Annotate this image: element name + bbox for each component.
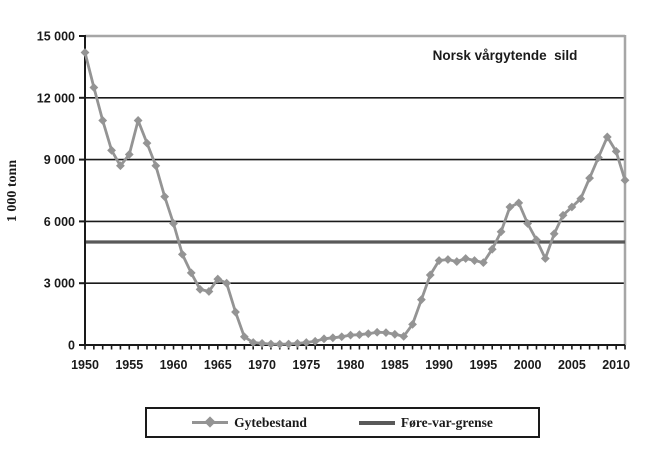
data-point-marker: [258, 339, 267, 348]
y-axis-title: 1 000 tonn: [5, 159, 20, 223]
data-point-marker: [506, 203, 515, 212]
data-point-marker: [89, 83, 98, 92]
data-point-marker: [267, 340, 276, 349]
x-tick-label: 1970: [248, 358, 276, 372]
series-line-diamond-icon: [192, 421, 228, 424]
data-point-marker: [337, 332, 346, 341]
x-tick-label: 1950: [71, 358, 99, 372]
data-point-marker: [585, 174, 594, 183]
data-point-marker: [81, 48, 90, 57]
limit-line-icon: [359, 421, 395, 425]
x-tick-label: 1955: [115, 358, 144, 372]
data-point-marker: [178, 250, 187, 259]
data-point-marker: [231, 308, 240, 317]
data-point-marker: [151, 161, 160, 170]
data-point-marker: [364, 329, 373, 338]
y-tick-label: 3 000: [43, 276, 75, 291]
data-point-marker: [390, 330, 399, 339]
diamond-marker-icon: [204, 416, 215, 427]
data-point-marker: [355, 330, 364, 339]
x-tick-label: 1990: [425, 358, 454, 372]
x-tick-label: 1980: [336, 358, 365, 372]
x-tick-label: 1965: [203, 358, 232, 372]
x-tick-label: 1985: [380, 358, 409, 372]
data-point-marker: [373, 328, 382, 337]
data-point-marker: [452, 257, 461, 266]
data-point-marker: [541, 254, 550, 263]
data-point-marker: [346, 331, 355, 340]
data-point-marker: [284, 340, 293, 349]
data-point-marker: [134, 116, 143, 125]
x-tick-label: 1995: [469, 358, 498, 372]
data-point-marker: [222, 279, 231, 288]
x-tick-label: 2010: [602, 358, 631, 372]
data-point-marker: [320, 334, 329, 343]
legend-item-gytebestand: [192, 415, 307, 431]
legend-item-fore-var-grense: [359, 415, 493, 431]
legend-label-gytebestand: Gytebestand: [234, 414, 307, 430]
data-point-marker: [417, 295, 426, 304]
x-tick-label: 1975: [292, 358, 321, 372]
y-tick-label: 6 000: [43, 214, 75, 229]
legend: [145, 407, 540, 438]
legend-label-fore-var-grense: Føre-var-grense: [400, 414, 493, 430]
data-point-marker: [293, 339, 302, 348]
y-tick-label: 15 000: [36, 29, 75, 44]
chart-title: Norsk vårgytende sild: [432, 48, 578, 63]
data-point-marker: [143, 139, 152, 148]
data-point-marker: [275, 340, 284, 349]
y-tick-label: 0: [68, 338, 75, 353]
data-point-marker: [444, 255, 453, 264]
data-point-marker: [514, 198, 523, 207]
y-tick-label: 12 000: [36, 91, 75, 106]
data-point-marker: [594, 153, 603, 162]
data-point-marker: [98, 116, 107, 125]
x-tick-label: 1960: [159, 358, 188, 372]
data-point-marker: [470, 256, 479, 265]
y-tick-label: 9 000: [43, 153, 75, 168]
data-point-marker: [621, 176, 630, 185]
data-point-marker: [160, 192, 169, 201]
data-point-marker: [169, 219, 178, 228]
x-tick-label: 2005: [557, 358, 586, 372]
data-point-marker: [461, 254, 470, 263]
data-point-marker: [382, 328, 391, 337]
data-point-marker: [328, 333, 337, 342]
data-point-marker: [550, 229, 559, 238]
x-tick-label: 2000: [513, 358, 542, 372]
